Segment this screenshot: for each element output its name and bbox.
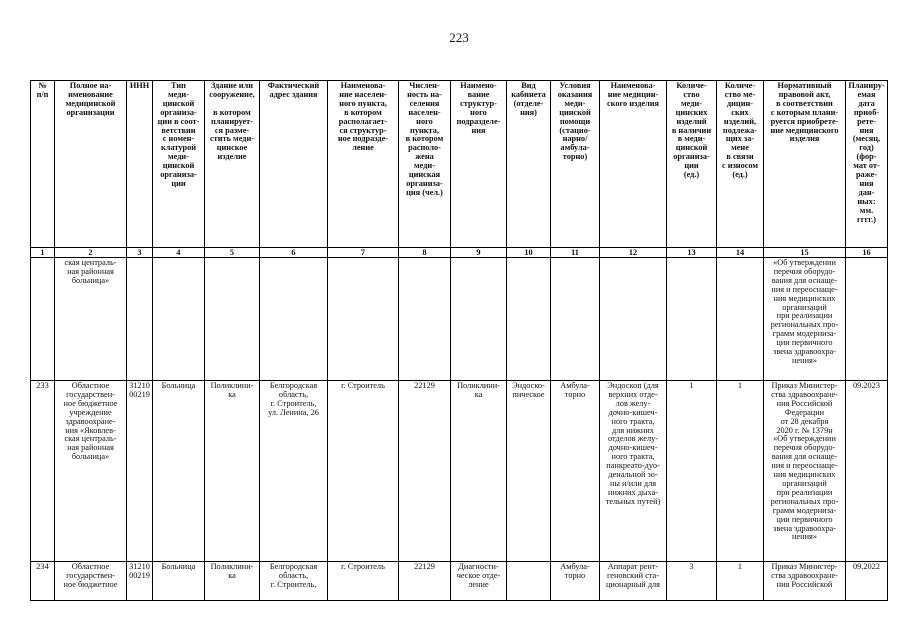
table-cell: Поликлини- ка (451, 381, 507, 562)
table-cell (846, 258, 888, 381)
table-row (31, 258, 888, 381)
table-cell: 3 (667, 562, 717, 601)
table-cell: Областное государствен- ное бюджетное учреждение здравоохране- ния «Яковлев- ская централь- ная районная больница» (55, 381, 127, 562)
column-number: 9 (451, 248, 507, 258)
column-number: 10 (507, 248, 551, 258)
table-cell: 09.2023 (846, 381, 888, 562)
header-cell: Фактический адрес здания (260, 81, 328, 248)
table-cell: 1 (667, 381, 717, 562)
header-cell: Вид кабинета (отделе- ния) (507, 81, 551, 248)
table-row (31, 562, 888, 601)
table-cell: Эндоскоп (для верхних отде- лов желу- дочно-кишеч- ного тракта, для нижних отделов желу- дочно-кишеч- ного тракта, панкреато-дуо- денальной зо- ны и/или для нижних дыха- тельных путей) (600, 381, 667, 562)
register-table-container (30, 80, 888, 601)
table-cell (451, 258, 507, 381)
table-cell (260, 258, 328, 381)
table-cell (717, 258, 764, 381)
header-cell: Наименова- ние населен- ного пункта, в котором располагает- ся структур- ное подразде- ление (328, 81, 399, 248)
table-cell: г. Строитель (328, 562, 399, 601)
table-cell: Диагности- ческое отде- ление (451, 562, 507, 601)
table-cell: Приказ Министер- ства здравоохране- ния Российской Федерации от 28 декабря 2020 г. № 1379н «Об утверждении перечня оборудо- вания для оснаще- ния и переоснаще- ния медицинских организаций при реализации региональных про- грамм модерниза- ции первичного звена здравоохра- нения» (764, 381, 846, 562)
table-cell: Белгородская область, г. Строитель, (260, 562, 328, 601)
table-cell: ская централь- ная районная больница» (55, 258, 127, 381)
column-number: 12 (600, 248, 667, 258)
column-number: 11 (551, 248, 600, 258)
header-row (31, 81, 888, 248)
table-cell: 1 (717, 381, 764, 562)
table-cell: 09.2022 (846, 562, 888, 601)
header-cell: ИНН (127, 81, 153, 248)
column-number: 5 (205, 248, 260, 258)
table-cell (31, 258, 55, 381)
column-number: 13 (667, 248, 717, 258)
column-number-row (31, 248, 888, 258)
header-cell: Нормативный правовой акт, в соответствии с которым плани- руется приобрете- ние медицинского изделия (764, 81, 846, 248)
table-cell: Амбула- торно (551, 381, 600, 562)
header-cell: Количе- ство ме- дицин- ских изделий, подлежа- щих за- мене в связи с износом (ед.) (717, 81, 764, 248)
table-cell: г. Строитель (328, 381, 399, 562)
header-cell: Числен- ность на- селения населен- ного пункта, в котором располо- жена меди- цинская организа- ция (чел.) (399, 81, 451, 248)
header-cell: Полное на- именование медицинской организации (55, 81, 127, 248)
column-number: 7 (328, 248, 399, 258)
header-cell: Наимено- вание структур- ного подразделе- ния (451, 81, 507, 248)
table-cell: 31210 00219 (127, 562, 153, 601)
table-cell (551, 258, 600, 381)
table-cell: Больница (153, 562, 205, 601)
table-cell: Белгородская область, г. Строитель, ул. Ленина, 26 (260, 381, 328, 562)
header-cell: Количе- ство меди- цинских изделий в наличии в меди- цинской организа- ции (ед.) (667, 81, 717, 248)
header-cell: Здание или сооружение, в котором планирует- ся разме- стить меди- цинское изделие (205, 81, 260, 248)
table-cell (507, 258, 551, 381)
column-number: 2 (55, 248, 127, 258)
table-cell: 1 (717, 562, 764, 601)
table-cell: 234 (31, 562, 55, 601)
table-cell (328, 258, 399, 381)
column-number: 16 (846, 248, 888, 258)
table-cell (399, 258, 451, 381)
column-number: 6 (260, 248, 328, 258)
table-cell (153, 258, 205, 381)
table-cell (205, 258, 260, 381)
medical-equipment-table (30, 80, 888, 601)
header-cell: № п/п (31, 81, 55, 248)
table-cell: Амбула- торно (551, 562, 600, 601)
table-cell: Поликлини- ка (205, 381, 260, 562)
table-cell: Больница (153, 381, 205, 562)
table-cell (667, 258, 717, 381)
table-cell: 31210 00219 (127, 381, 153, 562)
column-number: 15 (764, 248, 846, 258)
column-number: 8 (399, 248, 451, 258)
table-cell: 233 (31, 381, 55, 562)
table-cell: 22129 (399, 381, 451, 562)
column-number: 1 (31, 248, 55, 258)
table-cell: Аппарат рент- геновский ста- ционарный для (600, 562, 667, 601)
table-cell (507, 562, 551, 601)
table-cell: Поликлини- ка (205, 562, 260, 601)
column-number: 3 (127, 248, 153, 258)
table-cell: Областное государствен- ное бюджетное (55, 562, 127, 601)
header-cell: Планиру- емая дата приоб- рете- ния (месяц, год) (фор- мат от- раже- ния дан- ных: мм. гггг.) (846, 81, 888, 248)
table-cell (600, 258, 667, 381)
table-cell (127, 258, 153, 381)
header-cell: Тип меди- цинской организа- ции в соот- ветствии с номен- клатурой меди- цинской организа- ции (153, 81, 205, 248)
column-number: 4 (153, 248, 205, 258)
table-cell: Эндоско- пическое (507, 381, 551, 562)
header-cell: Условия оказания меди- цинской помощи (стацио- нарно/ амбула- торно) (551, 81, 600, 248)
table-cell: Приказ Министер- ства здравоохране- ния Российской (764, 562, 846, 601)
header-cell: Наименова- ние медицин- ского изделия (600, 81, 667, 248)
table-row (31, 381, 888, 562)
page-number: 223 (449, 30, 469, 45)
column-number: 14 (717, 248, 764, 258)
table-cell: «Об утверждении перечня оборудо- вания для оснаще- ния и переоснаще- ния медицинских организаций при реализации региональных про- грамм модерниза- ции первичного звена здравоохра- нения» (764, 258, 846, 381)
table-cell: 22129 (399, 562, 451, 601)
